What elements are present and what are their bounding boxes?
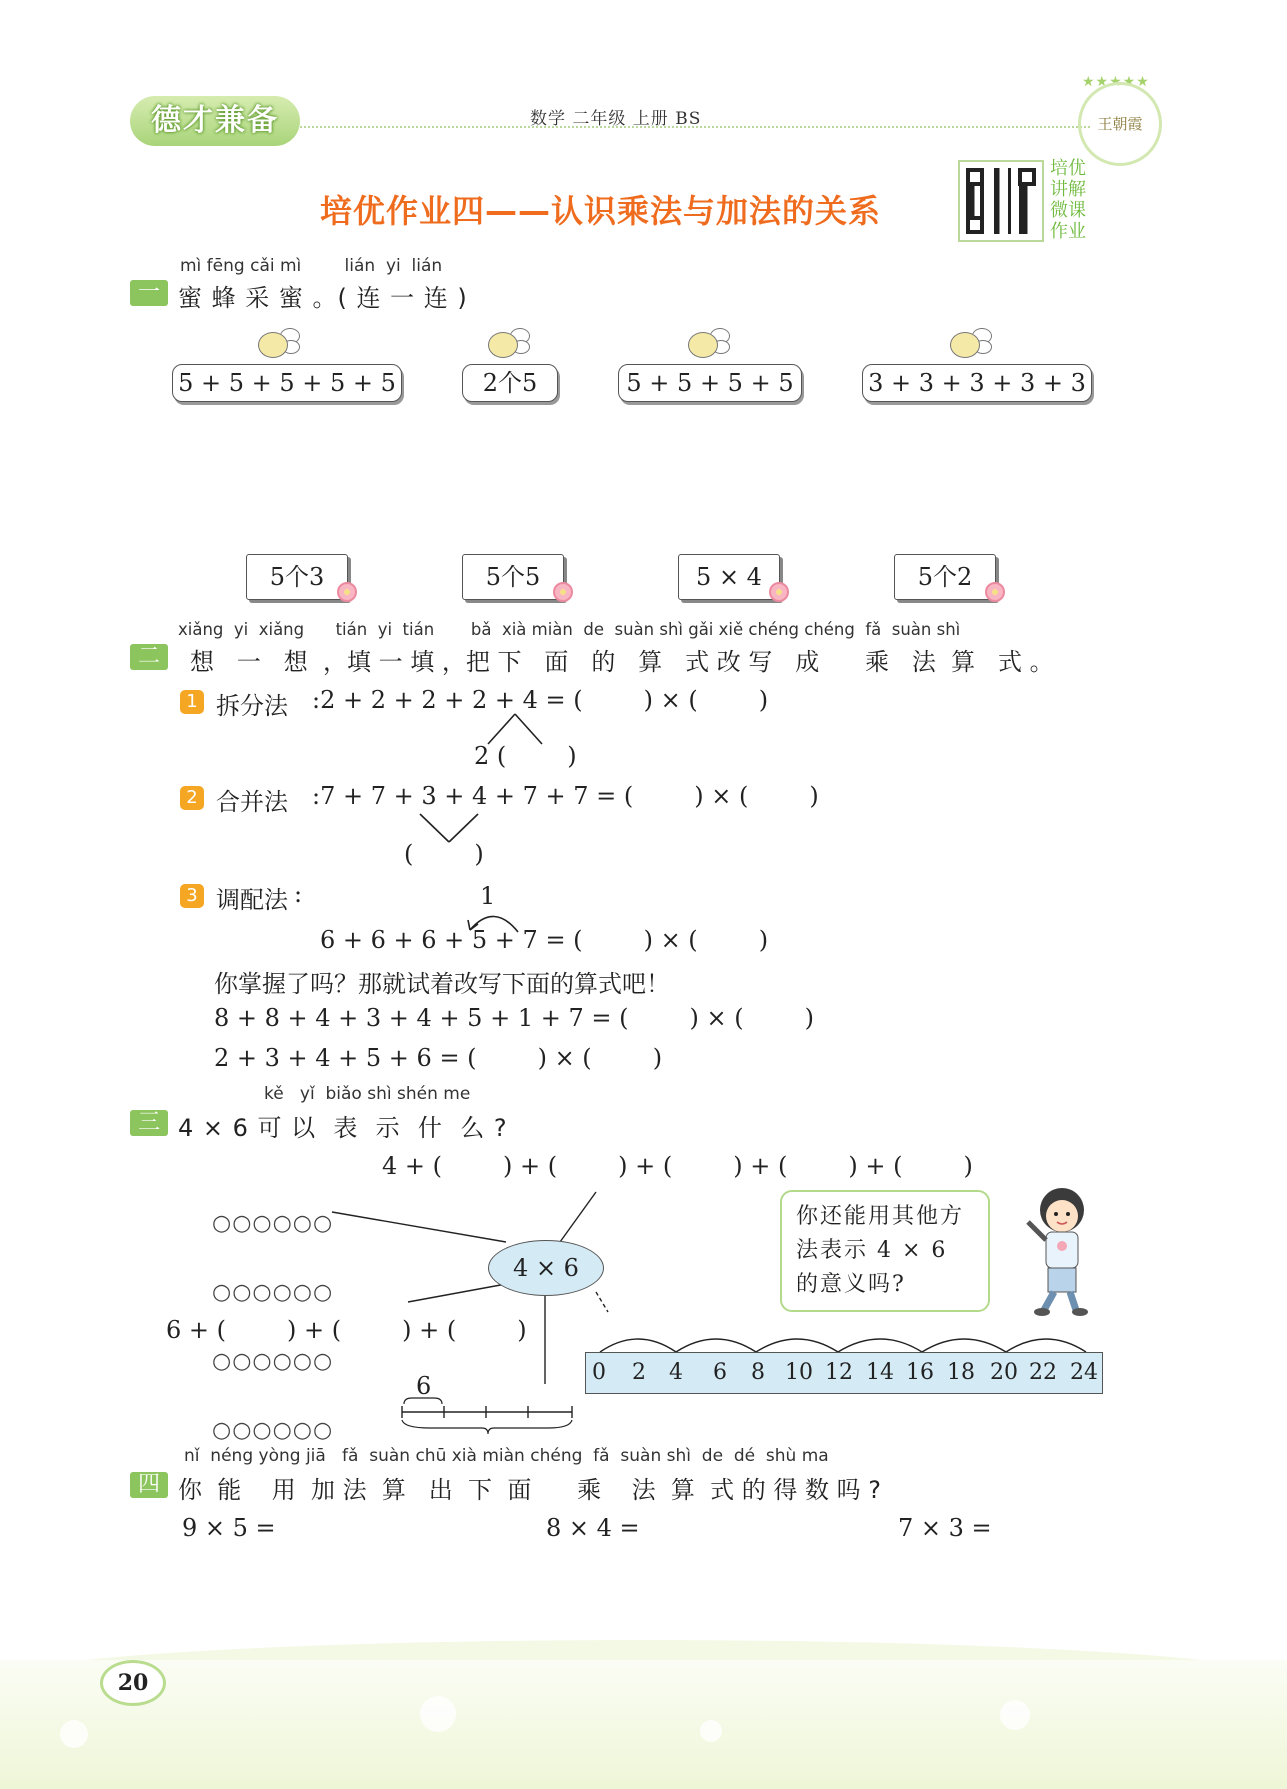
footer-bubble bbox=[60, 1720, 88, 1748]
qr-label-line: 微课 bbox=[1050, 200, 1086, 221]
subject-label: 数学 二年级 上册 BS bbox=[530, 109, 702, 129]
seal-stars: ★★★★★ bbox=[1082, 74, 1150, 90]
flower-answer-box[interactable]: 5个3 bbox=[246, 554, 348, 600]
item-badge-1: 1 bbox=[180, 690, 204, 714]
section1-number: 一 bbox=[130, 280, 168, 306]
item-badge-2: 2 bbox=[180, 786, 204, 810]
item2-label: 合并法 bbox=[216, 788, 288, 816]
item3-move-label: 1 bbox=[480, 882, 496, 910]
section4-instruction: 你 能 用 加 法 算 出 下 面 乘 法 算 式 的 得 数 吗 ? bbox=[178, 1476, 882, 1504]
center-expression: 4 × 6 bbox=[488, 1240, 604, 1296]
item-badge-3: 3 bbox=[180, 884, 204, 908]
page-title: 培优作业四——认识乘法与加法的关系 bbox=[320, 192, 882, 230]
flower-answer-box[interactable]: 5个5 bbox=[462, 554, 564, 600]
number-line-tick: 16 bbox=[906, 1360, 934, 1385]
flower-answer-box[interactable]: 5 × 4 bbox=[678, 554, 780, 600]
bee-expression-box[interactable]: 5 + 5 + 5 + 5 bbox=[618, 364, 802, 402]
number-line-tick: 24 bbox=[1070, 1360, 1098, 1385]
number-line-tick: 0 bbox=[592, 1360, 606, 1385]
problem-1[interactable]: 9 × 5 = bbox=[182, 1514, 276, 1542]
footer-background bbox=[0, 1660, 1287, 1789]
item1-label: 拆分法 bbox=[216, 692, 288, 720]
section2-number: 二 bbox=[130, 644, 168, 670]
item3-expression[interactable]: 6 + 6 + 6 + 5 + 7 = ( ) × ( ) bbox=[320, 926, 769, 954]
sum-left-expression[interactable]: 6 + ( ) + ( ) + ( ) bbox=[166, 1316, 527, 1344]
speech-bubble: 你还能用其他方法表示 4 × 6 的意义吗? bbox=[780, 1190, 990, 1312]
qr-label-line: 作业 bbox=[1050, 221, 1086, 242]
circle-row: ○○○○○○ bbox=[212, 1349, 334, 1374]
problem-2[interactable]: 8 × 4 = bbox=[546, 1514, 640, 1542]
section2-instruction: 想 一 想 ，填 一 填 ，把 下 面 的 算 式 改 写 成 乘 法 算 式 。 bbox=[190, 648, 1054, 676]
circle-row: ○○○○○○ bbox=[212, 1280, 334, 1305]
footer-bubble bbox=[420, 1696, 456, 1732]
brand-logo: 德才兼备 bbox=[130, 96, 300, 146]
number-line-tick: 2 bbox=[632, 1360, 646, 1385]
number-line-tick: 20 bbox=[990, 1360, 1018, 1385]
number-line-tick: 6 bbox=[713, 1360, 727, 1385]
section2-pinyin: xiǎng yi xiǎng tián yi tián bǎ xià miàn de suàn shì gǎi xiě chéng chéng fǎ suàn shì bbox=[178, 620, 961, 639]
bee-expression-box[interactable]: 2个5 bbox=[462, 364, 558, 402]
problem-3[interactable]: 7 × 3 = bbox=[898, 1514, 992, 1542]
number-line-tick: 14 bbox=[866, 1360, 894, 1385]
number-line-tick: 12 bbox=[825, 1360, 853, 1385]
number-line-tick: 22 bbox=[1029, 1360, 1057, 1385]
sum-top-expression[interactable]: 4 + ( ) + ( ) + ( ) + ( ) + ( ) bbox=[382, 1152, 973, 1180]
item2-merge-result[interactable]: ( ) bbox=[404, 840, 484, 868]
section4-pinyin: nǐ néng yòng jiā fǎ suàn chū xià miàn chéng fǎ suàn shì de dé shù ma bbox=[184, 1446, 829, 1466]
number-line-tick: 4 bbox=[669, 1360, 683, 1385]
bee-expression-box[interactable]: 3 + 3 + 3 + 3 + 3 bbox=[862, 364, 1092, 402]
circle-row: ○○○○○○ bbox=[212, 1418, 334, 1443]
number-line-tick: 18 bbox=[947, 1360, 975, 1385]
footer-bubble bbox=[700, 1720, 722, 1742]
footer-bubble bbox=[1000, 1700, 1030, 1730]
section3-number: 三 bbox=[130, 1110, 168, 1136]
author-seal: 王朝霞 bbox=[1078, 82, 1162, 166]
flower-answer-box[interactable]: 5个2 bbox=[894, 554, 996, 600]
section3-pinyin: kě yǐ biǎo shì shén me bbox=[264, 1084, 471, 1104]
qr-label-line: 培优 bbox=[1050, 158, 1086, 179]
practice-exercise-2[interactable]: 2 + 3 + 4 + 5 + 6 = ( ) × ( ) bbox=[214, 1044, 663, 1072]
number-line-tick: 10 bbox=[785, 1360, 813, 1385]
number-line-tick: 8 bbox=[751, 1360, 765, 1385]
page-number: 20 bbox=[100, 1660, 166, 1706]
qr-label-line: 讲解 bbox=[1050, 179, 1086, 200]
practice-exercise-1[interactable]: 8 + 8 + 4 + 3 + 4 + 5 + 1 + 7 = ( ) × ( ) bbox=[214, 1004, 814, 1032]
item3-label: 调配法 bbox=[216, 886, 288, 914]
segment-label: 6 bbox=[416, 1372, 432, 1400]
item3-colon: : bbox=[294, 880, 303, 908]
boy-character-icon bbox=[1020, 1180, 1100, 1320]
section1-pinyin: mì fēng cǎi mì lián yi lián bbox=[180, 256, 443, 276]
item2-expression[interactable]: :7 + 7 + 3 + 4 + 7 + 7 = ( ) × ( ) bbox=[312, 782, 819, 810]
circle-row: ○○○○○○ bbox=[212, 1211, 334, 1236]
section3-instruction: 4 × 6 可 以 表 示 什 么 ? bbox=[178, 1114, 508, 1142]
practice-prompt: 你掌握了吗？那就试着改写下面的算式吧！ bbox=[214, 970, 670, 998]
section4-number: 四 bbox=[130, 1472, 168, 1498]
item1-expression[interactable]: :2 + 2 + 2 + 2 + 4 = ( ) × ( ) bbox=[312, 686, 769, 714]
bee-expression-box[interactable]: 5 + 5 + 5 + 5 + 5 bbox=[172, 364, 402, 402]
item1-split-result[interactable]: 2 ( ) bbox=[474, 742, 577, 770]
section1-instruction: 蜜 蜂 采 蜜 。( 连 一 连 ) bbox=[178, 284, 468, 312]
